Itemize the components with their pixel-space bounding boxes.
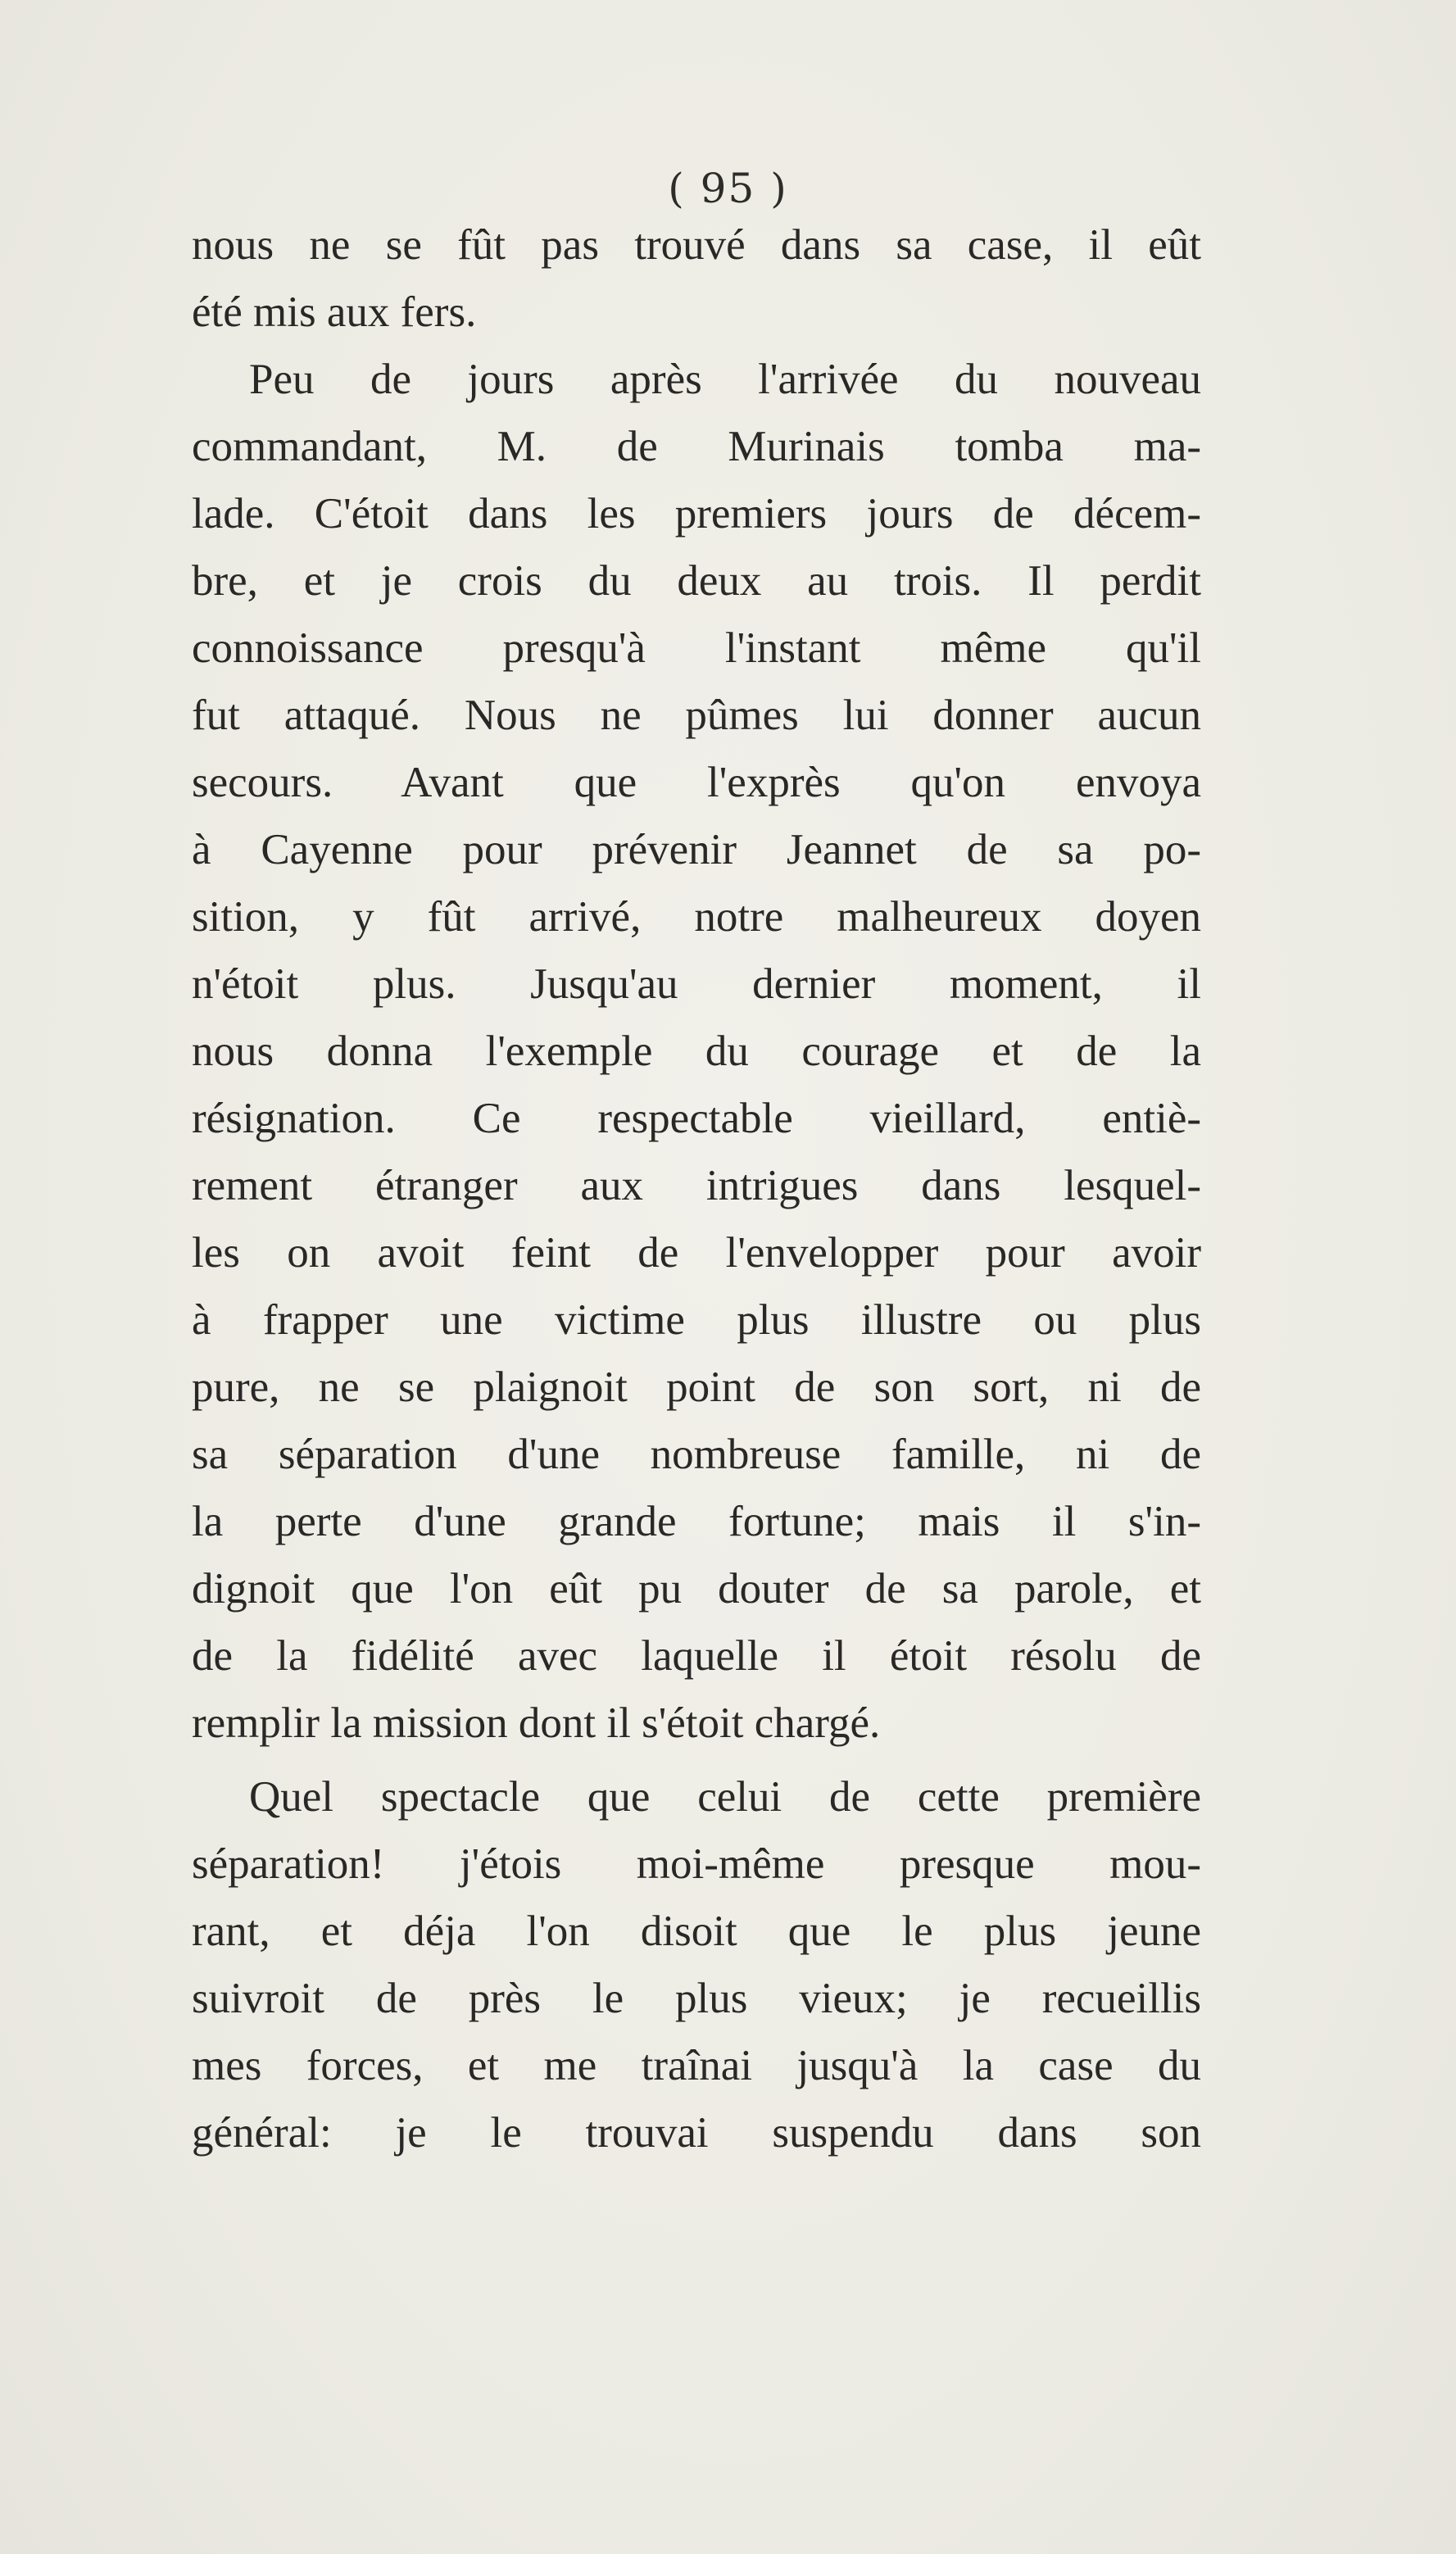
text-line: rement étranger aux intrigues dans lesquel- — [192, 1162, 1201, 1209]
text-line: à frapper une victime plus illustre ou plus — [192, 1296, 1201, 1344]
text-line: nous ne se fût pas trouvé dans sa case, il eût — [192, 221, 1201, 269]
text-line: de la fidélité avec laquelle il étoit résolu de — [192, 1632, 1201, 1680]
text-line: la perte d'une grande fortune; mais il s'in- — [192, 1498, 1201, 1545]
text-line: connoissance presqu'à l'instant même qu'il — [192, 624, 1201, 672]
text-line: à Cayenne pour prévenir Jeannet de sa po- — [192, 826, 1201, 873]
text-line: fut attaqué. Nous ne pûmes lui donner aucun — [192, 692, 1201, 739]
text-line: été mis aux fers. — [192, 288, 477, 336]
text-line: nous donna l'exemple du courage et de la — [192, 1027, 1201, 1075]
text-line: mes forces, et me traînai jusqu'à la case du — [192, 2042, 1201, 2089]
paragraph-start-line: Peu de jours après l'arrivée du nouveau — [249, 356, 1201, 403]
body-text — [192, 211, 1201, 2166]
text-line: les on avoit feint de l'envelopper pour avoir — [192, 1229, 1201, 1277]
text-line: commandant, M. de Murinais tomba ma- — [192, 423, 1201, 470]
text-line: sa séparation d'une nombreuse famille, ni de — [192, 1431, 1201, 1478]
text-line: pure, ne se plaignoit point de son sort, ni de — [192, 1363, 1201, 1411]
page-number: ( 95 ) — [668, 165, 788, 212]
text-line: dignoit que l'on eût pu douter de sa parole, et — [192, 1565, 1201, 1613]
text-line: bre, et je crois du deux au trois. Il perdit — [192, 557, 1201, 605]
text-line: sition, y fût arrivé, notre malheureux doyen — [192, 893, 1201, 941]
text-line: remplir la mission dont il s'étoit chargé. — [192, 1699, 881, 1747]
text-line: rant, et déja l'on disoit que le plus jeune — [192, 1908, 1201, 1955]
text-line: général: je le trouvai suspendu dans son — [192, 2109, 1201, 2157]
paragraph-start-line: Quel spectacle que celui de cette première — [249, 1773, 1201, 1821]
text-line: résignation. Ce respectable vieillard, entiè- — [192, 1095, 1201, 1142]
text-line: suivroit de près le plus vieux; je recueillis — [192, 1975, 1201, 2022]
text-line: secours. Avant que l'exprès qu'on envoya — [192, 759, 1201, 806]
text-line: séparation! j'étois moi-même presque mou- — [192, 1840, 1201, 1888]
text-line: lade. C'étoit dans les premiers jours de décem- — [192, 490, 1201, 538]
text-line: n'étoit plus. Jusqu'au dernier moment, il — [192, 960, 1201, 1008]
